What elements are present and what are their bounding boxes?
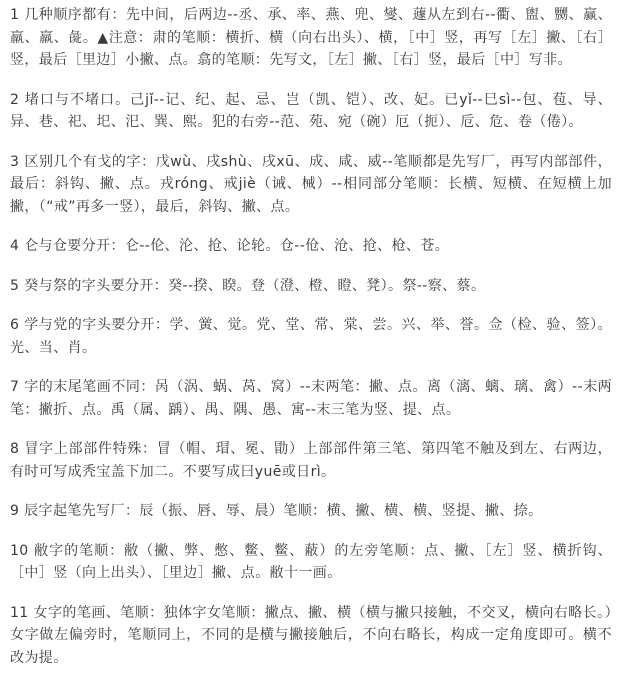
paragraph-11: 11 女字的笔画、笔顺：独体字女笔顺：撇点、撇、横（横与撇只接触，不交叉，横向右略长。）女字做左偏旁时，笔顺同上，不同的是横与撇接触后，不向右略长，构成一定角度即可。横不改为提。: [10, 604, 612, 666]
paragraph-7: 7 字的末尾笔画不同：呙（涡、蜗、莴、窝）--末两笔：撇、点。离（漓、螭、璃、禽）--末两笔：撇折、点。禹（属、踽）、禺、隅、愚、寓--末三笔为竖、提、点。: [10, 379, 612, 418]
paragraph-gap: [10, 585, 612, 602]
paragraph-2: 2 堵口与不堵口。己jǐ--记、纪、起、忌、岂（凯、铠）、改、妃。已yǐ--巳sì--包、苞、导、异、巷、祀、圯、汜、巽、熙。犯的右旁--范、苑、宛（碗）厄（扼）、卮、危、卷（倦）。: [10, 91, 612, 130]
paragraph-1: 1 几种顺序都有：先中间，后两边--丞、承、率、燕、兜、燮、蘧从左到右--衢、盥、嬲、赢、羸、羸、彘。▲注意：肃的笔顺：横折、横（向右出头）、横，［中］竖，再写［左］撇、［右］竖，最后［里边］小撇、点。翕的笔顺：先写文，［左］撇、［右］竖，最后［中］写非。: [10, 7, 612, 68]
paragraph-10: 10 敝字的笔顺：敝（撇、弊、憋、鳖、鳖、蔽）的左旁笔顺：点、撇、［左］竖、横折钩、［中］竖（向上出头）、［里边］撇、点。敝十一画。: [10, 542, 612, 581]
paragraph-gap: [10, 134, 612, 151]
paragraph-gap: [10, 72, 612, 89]
paragraph-5: 5 癸与祭的字头要分开：癸--揆、睽。登（澄、橙、瞪、凳）。祭--察、蔡。: [10, 277, 486, 294]
paragraph-gap: [10, 258, 612, 275]
paragraph-gap: [10, 297, 612, 314]
paragraph-3: 3 区别几个有戈的字：戊wù、戌shù、戌xū、成、咸、威--笔顺都是先写厂，再写内部部件，最后：斜钩、撇、点。戎róng、戒jiè（诫、械）--相同部分笔顺：长横、短横、在短横上加撇，（“戒”再多一竖），最后，斜钩、撇、点。: [10, 153, 612, 215]
paragraph-9: 9 辰字起笔先写厂：辰（振、唇、辱、晨）笔顺：横、撇、横、横、竖提、撇、捺。: [10, 503, 543, 519]
paragraph-4: 4 仑与仓要分开：仑--伦、沦、抢、论轮。仓--伧、沧、抢、枪、苍。: [10, 238, 450, 254]
paragraph-gap: [10, 218, 612, 235]
paragraph-gap: [10, 421, 612, 438]
paragraph-8: 8 冒字上部部件特殊：冒（帽、瑁、冕、勖）上部部件第三笔、第四笔不触及到左、右两边，有时可写成秃宝盖下加二。不要写成曰yuē或日rì。: [10, 441, 612, 480]
paragraph-6: 6 学与党的字头要分开：学、黉、觉。党、堂、常、棠、尝。兴、举、誉。佥（检、验、签）。光、当、肖。: [10, 317, 612, 356]
paragraph-gap: [10, 359, 612, 376]
paragraph-gap: [10, 483, 612, 500]
paragraph-gap: [10, 523, 612, 540]
